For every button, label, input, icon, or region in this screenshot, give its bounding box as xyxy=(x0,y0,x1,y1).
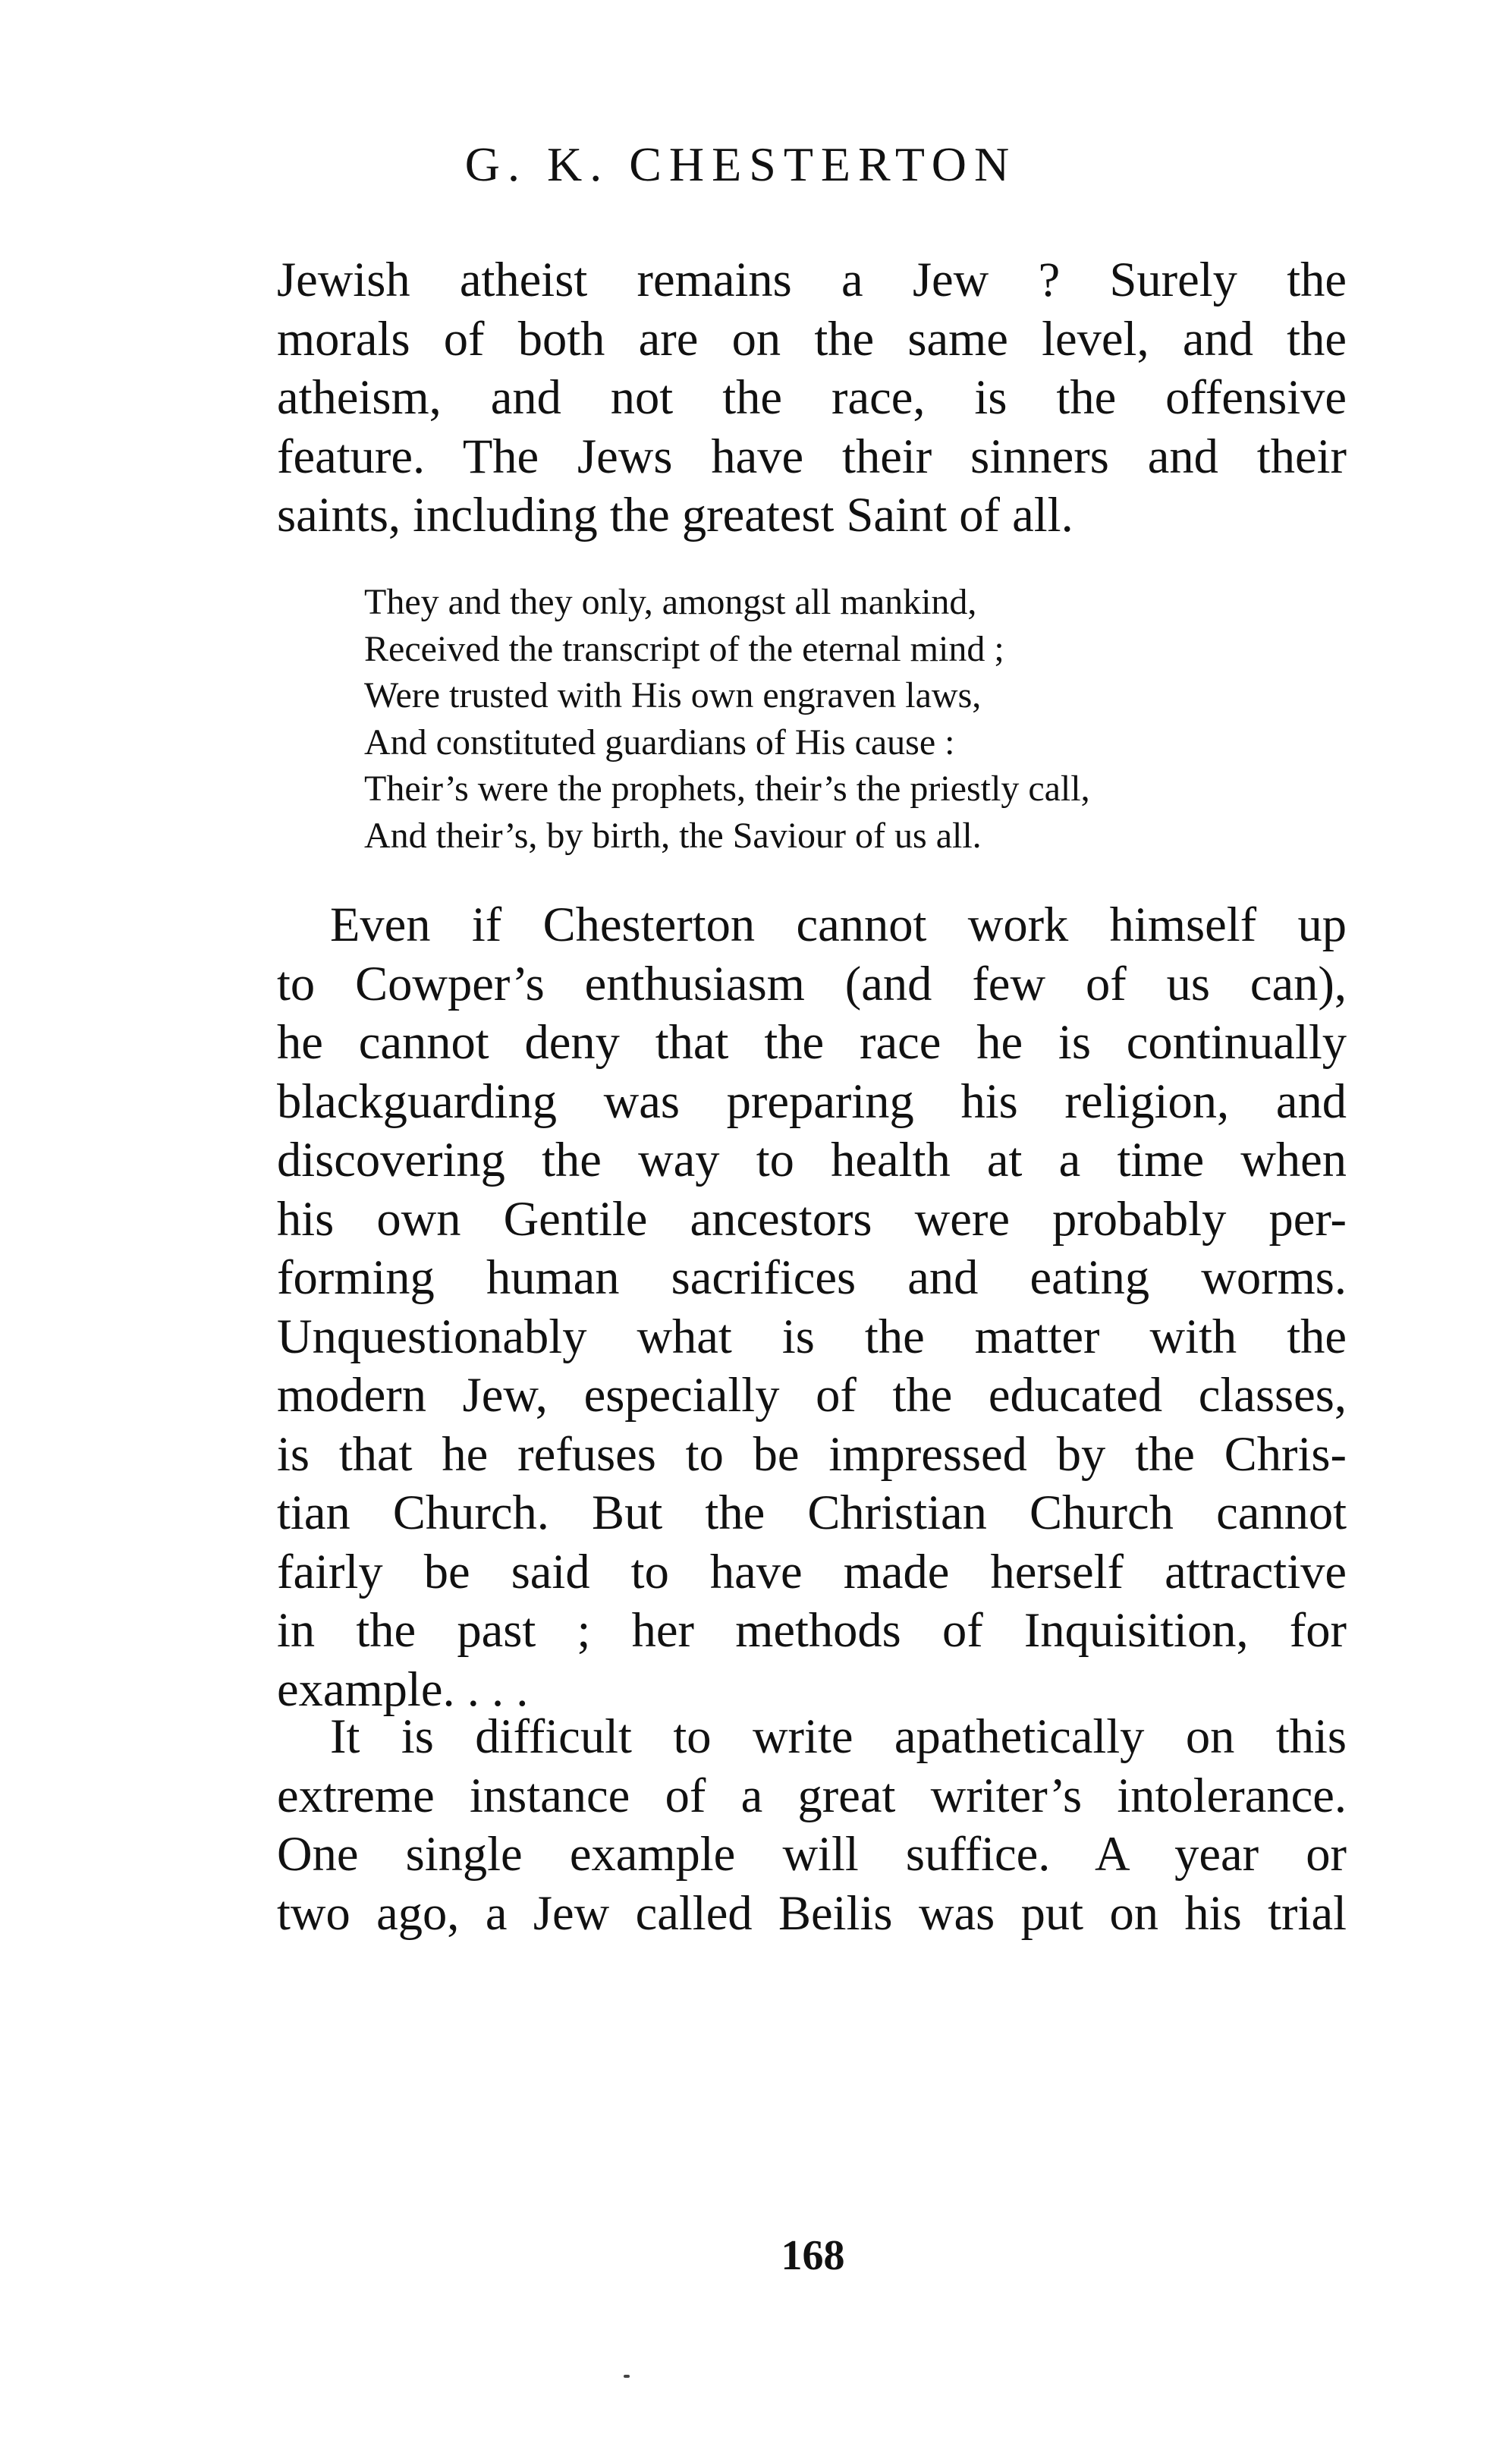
poem-line: And their’s, by birth, the Saviour of us all. xyxy=(364,815,982,856)
text-line: blackguarding was preparing his religion, and xyxy=(277,1074,1347,1128)
text-line: tian Church. But the Christian Church cannot xyxy=(277,1486,1347,1539)
text-line: forming human sacrifices and eating worms. xyxy=(277,1250,1347,1304)
poem-line: Were trusted with His own engraven laws, xyxy=(364,675,982,715)
text-line: One single example will suffice. A year or xyxy=(277,1827,1347,1881)
text-line: morals of both are on the same level, and the xyxy=(277,311,1347,366)
poem-line: Their’s were the prophets, their’s the priestly call, xyxy=(364,769,1090,809)
text-line: atheism, and not the race, is the offensive xyxy=(277,370,1347,424)
text-line: modern Jew, especially of the educated classes, xyxy=(277,1368,1347,1422)
text-line: discovering the way to health at a time when xyxy=(277,1133,1347,1187)
page-number: 168 xyxy=(781,2232,845,2279)
paragraph-3 xyxy=(277,1707,1347,1942)
paragraph-1 xyxy=(277,250,1347,545)
text-line: Even if Chesterton cannot work himself up xyxy=(330,898,1347,951)
text-line: he cannot deny that the race he is continually xyxy=(277,1015,1347,1069)
text-line: Jewish atheist remains a Jew ? Surely the xyxy=(277,253,1347,307)
text-line: It is difficult to write apathetically on this xyxy=(330,1709,1347,1763)
text-line: fairly be said to have made herself attractive xyxy=(277,1544,1347,1599)
text-line: to Cowper’s enthusiasm (and few of us can), xyxy=(277,956,1347,1011)
text-line: two ago, a Jew called Beilis was put on his trial xyxy=(277,1885,1347,1940)
text-line: Unquestionably what is the matter with the xyxy=(277,1309,1347,1363)
print-speck xyxy=(624,2375,630,2378)
text-line: in the past ; her methods of Inquisition, for xyxy=(277,1603,1347,1657)
running-head: G. K. CHESTERTON xyxy=(464,137,1017,191)
text-line: is that he refuses to be impressed by the Chris- xyxy=(277,1426,1347,1481)
poem-line: And constituted guardians of His cause : xyxy=(364,722,955,762)
poem-line: Received the transcript of the eternal mind ; xyxy=(364,628,1004,669)
paragraph-2 xyxy=(277,895,1347,1718)
text-line: example. . . . xyxy=(277,1662,529,1716)
poem-quotation xyxy=(364,579,1312,859)
text-line: extreme instance of a great writer’s intolerance. xyxy=(277,1768,1347,1822)
text-line: his own Gentile ancestors were probably per- xyxy=(277,1191,1347,1246)
text-line: saints, including the greatest Saint of all. xyxy=(277,488,1073,542)
poem-line: They and they only, amongst all mankind, xyxy=(364,582,977,622)
text-line: feature. The Jews have their sinners and their xyxy=(277,429,1347,483)
